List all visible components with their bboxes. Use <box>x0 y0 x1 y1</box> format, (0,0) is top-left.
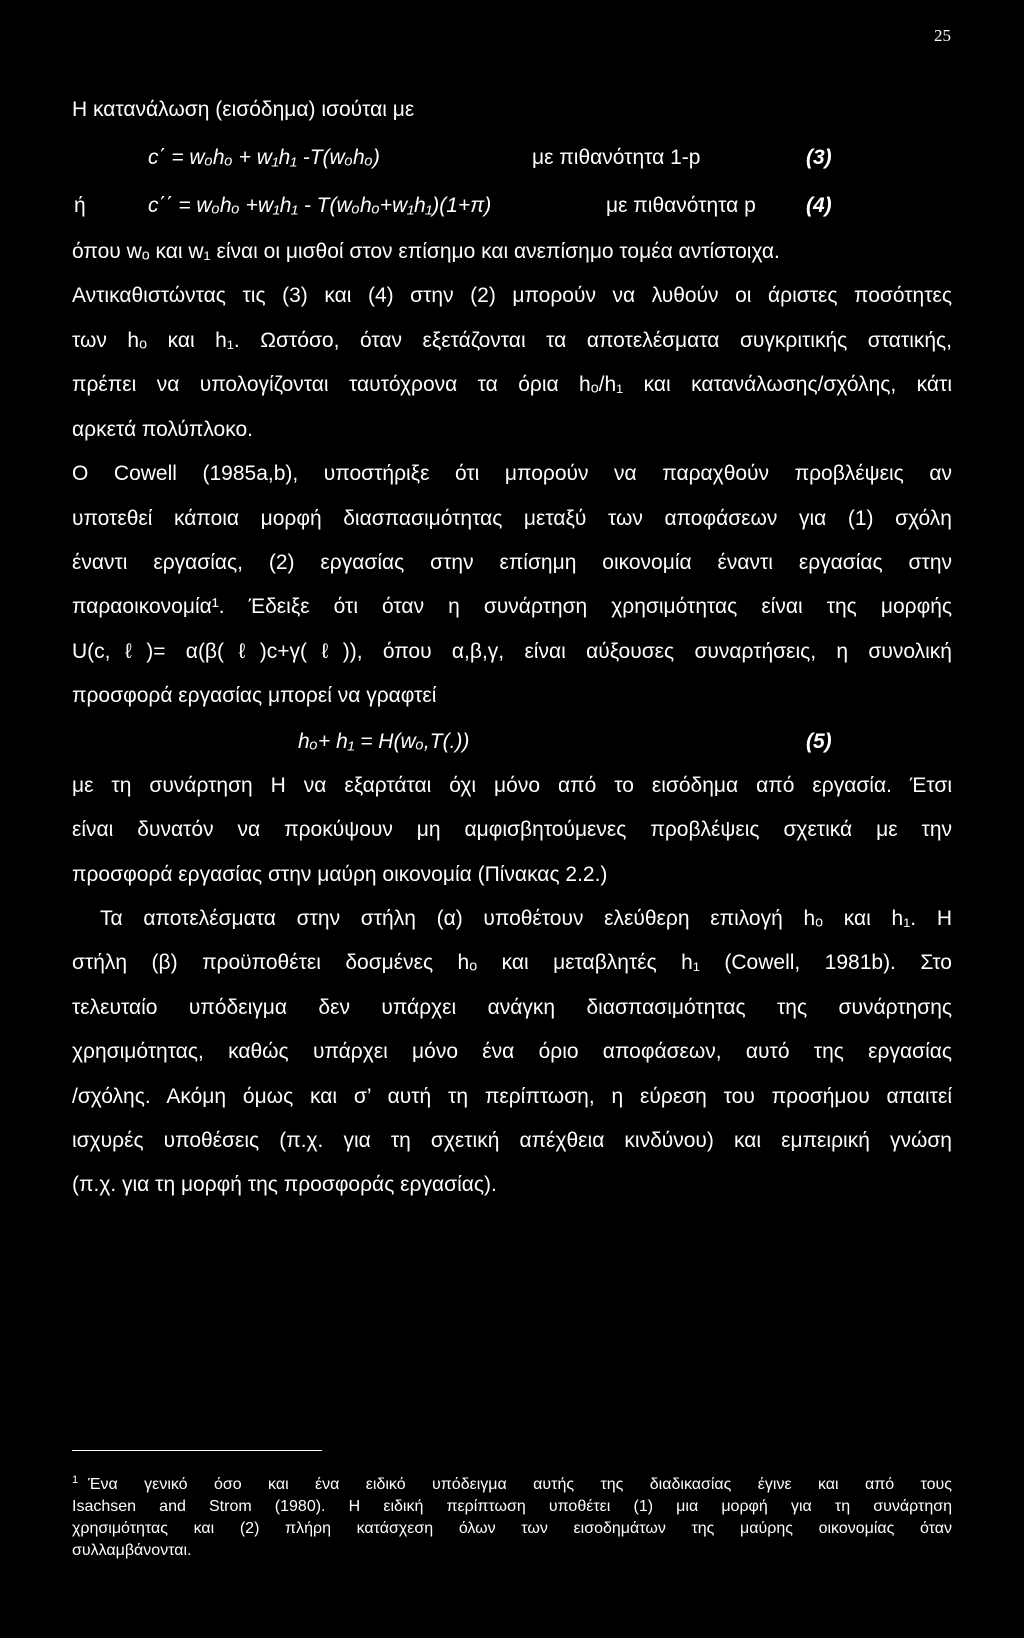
paragraph-2-line-2: υποτεθεί κάποια μορφή διασπασιμότητας μεταξύ των αποφάσεων για (1) σχόλη <box>72 507 952 530</box>
paragraph-2-line-5: U(c,ℓ)= α(β(ℓ)c+γ(ℓ)), όπου α,β,γ, είναι αύξουσες συναρτήσεις, η συνολική <box>72 640 952 663</box>
page-number: 25 <box>934 26 951 45</box>
paragraph-2-line-6: προσφορά εργασίας μπορεί να γραφτεί <box>72 684 437 707</box>
footnote-line-4: συλλαμβάνονται. <box>72 1542 192 1559</box>
paragraph-1-line-3: των hₒ και h₁. Ωστόσο, όταν εξετάζονται τα αποτελέσματα συγκριτικής στατικής, <box>72 329 952 352</box>
paragraph-3-line-3: προσφορά εργασίας στην μαύρη οικονομία (Πίνακας 2.2.) <box>72 863 608 886</box>
equation-4-formula: c΄΄ = wₒhₒ +w₁h₁ - T(wₒhₒ+w₁h₁)(1+π) <box>148 194 492 217</box>
paragraph-4-line-2: στήλη (β) προϋποθέτει δοσμένες hₒ και μεταβλητές h₁ (Cowell, 1981b). Στο <box>72 951 952 974</box>
paragraph-2-line-3: έναντι εργασίας, (2) εργασίας στην επίσημη οικονομία έναντι εργασίας στην <box>72 551 952 574</box>
footnote <box>72 1474 952 1562</box>
paragraph-3-line-1: με τη συνάρτηση Η να εξαρτάται όχι μόνο από το εισόδημα από εργασία. Έτσι <box>72 774 952 797</box>
footnote-line-1: Ένα γενικό όσο και ένα ειδικό υπόδειγμα αυτής της διαδικασίας έγινε και από τους <box>88 1476 952 1493</box>
equation-4-label: (4) <box>806 194 832 217</box>
paragraph-1-line-1: όπου wₒ και w₁ είναι οι μισθοί στον επίσημο και ανεπίσημο τομέα αντίστοιχα. <box>72 240 780 263</box>
equation-5-label: (5) <box>806 730 832 753</box>
footnote-divider <box>72 1450 322 1451</box>
equation-5-formula: hₒ+ h₁ = H(wₒ,T(.)) <box>298 730 470 753</box>
equation-3-condition: με πιθανότητα 1-p <box>532 146 701 169</box>
footnote-marker: 1 <box>72 1474 79 1486</box>
footnote-line-2: Isachsen and Strom (1980). Η ειδική περίπτωση υποθέτει (1) μια μορφή για τη συνάρτηση <box>72 1498 952 1515</box>
paragraph-4-line-4: χρησιμότητας, καθώς υπάρχει μόνο ένα όριο αποφάσεων, αυτό της εργασίας <box>72 1040 952 1063</box>
intro-line: Η κατανάλωση (εισόδημα) ισούται με <box>72 98 415 121</box>
equation-3-formula: c΄ = wₒhₒ + w₁h₁ -T(wₒhₒ) <box>148 146 380 169</box>
paragraph-1-line-2: Αντικαθιστώντας τις (3) και (4) στην (2) μπορούν να λυθούν οι άριστες ποσότητες <box>72 284 952 307</box>
paragraph-4-line-5: /σχόλης. Ακόμη όμως και σ’ αυτή τη περίπτωση, η εύρεση του προσήμου απαιτεί <box>72 1085 952 1108</box>
paragraph-4-line-6: ισχυρές υποθέσεις (π.χ. για τη σχετική απέχθεια κινδύνου) και εμπειρική γνώση <box>72 1129 952 1152</box>
paragraph-4-line-3: τελευταίο υπόδειγμα δεν υπάρχει ανάγκη διασπασιμότητας της συνάρτησης <box>72 996 952 1019</box>
paragraph-1-line-5: αρκετά πολύπλοκο. <box>72 418 253 441</box>
footnote-line-3: χρησιμότητας και (2) πλήρη κατάσχεση όλων των εισοδημάτων της μαύρης οικονομίας όταν <box>72 1520 952 1537</box>
paragraph-2-line-1: Ο Cowell (1985a,b), υποστήριξε ότι μπορούν να παραχθούν προβλέψεις αν <box>72 462 952 485</box>
paragraph-2-line-4: παραοικονομία¹. Έδειξε ότι όταν η συνάρτηση χρησιμότητας είναι της μορφής <box>72 595 952 618</box>
paragraph-3-line-2: είναι δυνατόν να προκύψουν μη αμφισβητούμενες προβλέψεις σχετικά με την <box>72 818 952 841</box>
equation-4-prefix: ή <box>74 194 86 217</box>
equation-3-label: (3) <box>806 146 832 169</box>
paragraph-4-line-1: Τα αποτελέσματα στην στήλη (α) υποθέτουν ελεύθερη επιλογή hₒ και h₁. Η <box>100 907 952 930</box>
paragraph-4-line-7: (π.χ. για τη μορφή της προσφοράς εργασίας). <box>72 1173 497 1196</box>
paragraph-1-line-4: πρέπει να υπολογίζονται ταυτόχρονα τα όρια hₒ/h₁ και κατανάλωσης/σχόλης, κάτι <box>72 373 952 396</box>
equation-4-condition: με πιθανότητα p <box>606 194 756 217</box>
